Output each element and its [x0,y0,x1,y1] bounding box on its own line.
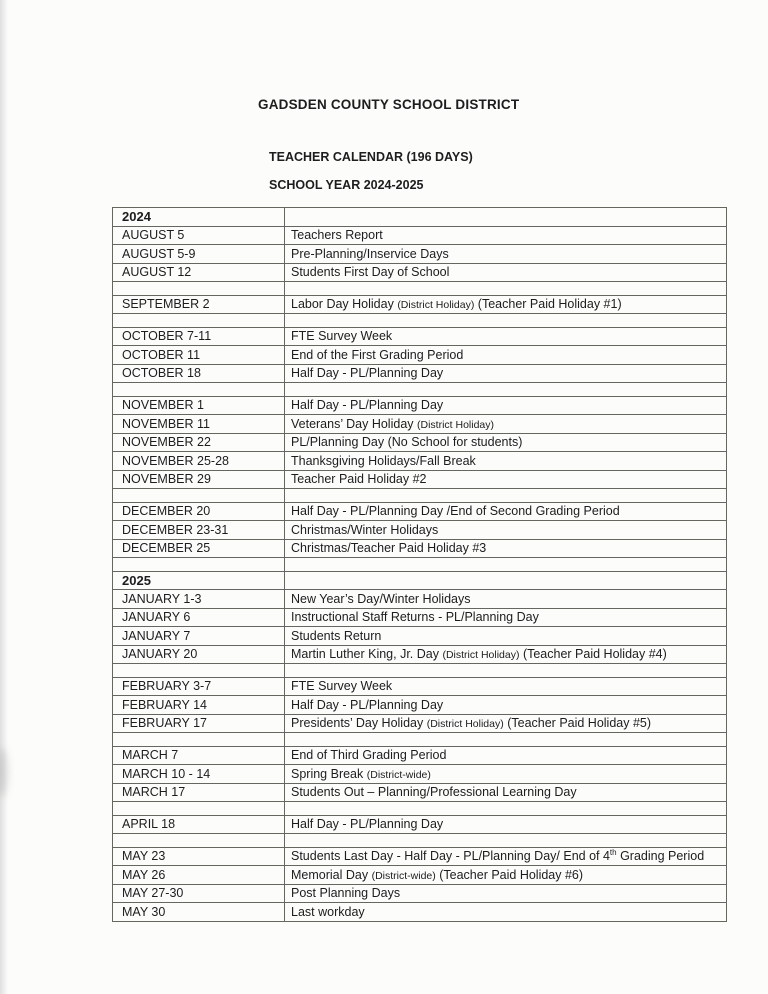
teacher-calendar-table [112,207,727,922]
calendar-event-row [113,746,727,765]
calendar-event-row [113,327,727,346]
event-cell [285,765,727,784]
event-cell [285,208,727,227]
event-cell [285,866,727,885]
date-cell: APRIL 18 [113,815,285,834]
date-cell: JANUARY 6 [113,608,285,627]
spacer-row [113,664,727,678]
calendar-event-row [113,696,727,715]
calendar-event-row [113,783,727,802]
event-text: Half Day - PL/Planning Day /End of Second Grading Period [291,504,620,518]
event-text: PL/Planning Day (No School for students) [291,435,523,449]
event-text: (Teacher Paid Holiday #5) [503,716,652,730]
event-cell [285,746,727,765]
date-cell: NOVEMBER 1 [113,396,285,415]
event-cell [285,627,727,646]
event-cell [285,884,727,903]
spacer-row [113,282,727,296]
event-cell [285,433,727,452]
event-text: End of the First Grading Period [291,347,464,362]
date-cell: NOVEMBER 22 [113,433,285,452]
event-text: New Year’s Day/Winter Holidays [291,591,471,606]
calendar-event-row [113,903,727,922]
date-cell: AUGUST 12 [113,263,285,282]
event-text: Students Last Day - Half Day - PL/Planning Day/ End of 4 [291,849,610,863]
event-text: Labor Day Holiday [291,297,398,311]
spacer-row [113,834,727,848]
event-cell [285,664,727,678]
event-note-text: (District Holiday) [426,718,504,730]
event-cell [285,346,727,365]
calendar-event-row [113,263,727,282]
calendar-event-row [113,502,727,521]
date-cell: MAY 26 [113,866,285,885]
event-cell [285,282,727,296]
date-cell: NOVEMBER 25-28 [113,452,285,471]
date-cell [113,383,285,397]
date-cell: MARCH 17 [113,783,285,802]
year-header-row [113,208,727,227]
event-text: (Teacher Paid Holiday #1) [474,297,622,311]
event-text: End of Third Grading Period [291,748,447,762]
date-cell: OCTOBER 18 [113,364,285,383]
calendar-event-row [113,245,727,264]
date-cell: AUGUST 5-9 [113,245,285,264]
event-text: Half Day - PL/Planning Day [291,366,444,380]
event-text: Martin Luther King, Jr. Day [291,647,443,661]
calendar-event-row [113,847,727,866]
event-cell [285,263,727,282]
date-cell: FEBRUARY 3-7 [113,677,285,696]
event-cell [285,590,727,609]
event-cell [285,815,727,834]
ordinal-suffix: th [609,848,617,857]
calendar-event-row [113,415,727,434]
scan-edge-shadow [0,0,8,994]
event-cell [285,502,727,521]
calendar-event-row [113,295,727,314]
event-cell [285,783,727,802]
date-cell: AUGUST 5 [113,226,285,245]
event-cell [285,415,727,434]
calendar-event-row [113,645,727,664]
year-header-row [113,571,727,590]
event-note-text: (District-wide) [366,768,431,781]
date-cell: MARCH 10 - 14 [113,765,285,784]
calendar-event-row [113,714,727,733]
calendar-event-row [113,346,727,365]
event-note-text: (District-wide) [371,869,436,882]
date-cell: JANUARY 20 [113,645,285,664]
calendar-event-row [113,364,727,383]
spacer-row [113,802,727,816]
event-cell [285,383,727,397]
event-cell [285,470,727,489]
calendar-event-row [113,627,727,646]
calendar-event-row [113,539,727,558]
event-text: Students Out – Planning/Professional Learning Day [291,785,577,799]
date-cell [113,489,285,503]
calendar-event-row [113,608,727,627]
event-text: Christmas/Winter Holidays [291,522,439,537]
event-text: Spring Break [291,766,367,781]
event-cell [285,847,727,866]
event-note-text: (District Holiday) [417,418,495,431]
event-cell [285,714,727,733]
date-cell [113,282,285,296]
event-cell [285,903,727,922]
calendar-event-row [113,226,727,245]
event-text: Christmas/Teacher Paid Holiday #3 [291,541,487,555]
event-text: Memorial Day [291,867,372,882]
date-cell [113,314,285,328]
calendar-event-row [113,396,727,415]
event-cell [285,295,727,314]
spacer-row [113,558,727,572]
calendar-event-row [113,866,727,885]
date-cell: 2025 [113,571,285,590]
date-cell: FEBRUARY 14 [113,696,285,715]
event-cell [285,327,727,346]
event-cell [285,396,727,415]
date-cell: DECEMBER 25 [113,539,285,558]
event-cell [285,539,727,558]
event-cell [285,608,727,627]
date-cell: MAY 23 [113,847,285,866]
event-text: Students First Day of School [291,265,450,279]
event-text: Veterans’ Day Holiday [291,416,417,431]
event-cell [285,452,727,471]
date-cell: MARCH 7 [113,746,285,765]
event-cell [285,645,727,664]
event-cell [285,677,727,696]
event-text: Teacher Paid Holiday #2 [291,472,427,486]
event-text: Pre-Planning/Inservice Days [291,246,449,261]
event-cell [285,314,727,328]
event-text: Half Day - PL/Planning Day [291,398,444,412]
event-text: Half Day - PL/Planning Day [291,697,444,712]
event-text: Last workday [291,904,365,919]
event-text: FTE Survey Week [291,329,393,343]
event-cell [285,802,727,816]
date-cell: MAY 30 [113,903,285,922]
event-text: Post Planning Days [291,886,401,900]
calendar-event-row [113,590,727,609]
calendar-event-row [113,677,727,696]
event-cell [285,696,727,715]
date-cell: OCTOBER 7-11 [113,327,285,346]
scan-artifact [0,748,8,796]
event-text: FTE Survey Week [291,679,393,693]
event-text: (Teacher Paid Holiday #6) [435,867,584,882]
event-cell [285,226,727,245]
date-cell: JANUARY 7 [113,627,285,646]
event-cell [285,489,727,503]
date-cell: DECEMBER 20 [113,502,285,521]
document-title: GADSDEN COUNTY SCHOOL DISTRICT [258,97,520,112]
date-cell: SEPTEMBER 2 [113,295,285,314]
event-cell [285,245,727,264]
calendar-event-row [113,433,727,452]
event-cell [285,521,727,540]
spacer-row [113,489,727,503]
event-text: Presidents’ Day Holiday [291,716,427,730]
event-cell [285,834,727,848]
spacer-row [113,314,727,328]
event-note-text: (District Holiday) [442,649,520,661]
date-cell [113,664,285,678]
date-cell [113,834,285,848]
event-text: Teachers Report [291,228,383,242]
event-note-text: (District Holiday) [397,299,475,311]
date-cell [113,733,285,747]
calendar-event-row [113,452,727,471]
event-text: (Teacher Paid Holiday #4) [519,647,667,661]
date-cell: DECEMBER 23-31 [113,521,285,540]
event-text: Grading Period [616,849,705,863]
date-cell: JANUARY 1-3 [113,590,285,609]
calendar-event-row [113,884,727,903]
date-cell: MAY 27-30 [113,884,285,903]
event-text: Students Return [291,628,382,643]
document-subtitle-school-year: SCHOOL YEAR 2024-2025 [269,178,424,192]
calendar-event-row [113,470,727,489]
spacer-row [113,383,727,397]
event-text: Thanksgiving Holidays/Fall Break [291,453,476,468]
event-cell [285,558,727,572]
date-cell: OCTOBER 11 [113,346,285,365]
date-cell: FEBRUARY 17 [113,714,285,733]
date-cell: NOVEMBER 11 [113,415,285,434]
calendar-event-row [113,765,727,784]
spacer-row [113,733,727,747]
event-text: Half Day - PL/Planning Day [291,817,444,831]
date-cell [113,558,285,572]
document-subtitle-calendar: TEACHER CALENDAR (196 DAYS) [269,150,473,164]
event-text: Instructional Staff Returns - PL/Planning Day [291,610,539,624]
calendar-event-row [113,815,727,834]
date-cell: 2024 [113,208,285,227]
calendar-table-body [113,208,727,922]
calendar-event-row [113,521,727,540]
event-cell [285,733,727,747]
date-cell: NOVEMBER 29 [113,470,285,489]
event-cell [285,571,727,590]
date-cell [113,802,285,816]
event-cell [285,364,727,383]
